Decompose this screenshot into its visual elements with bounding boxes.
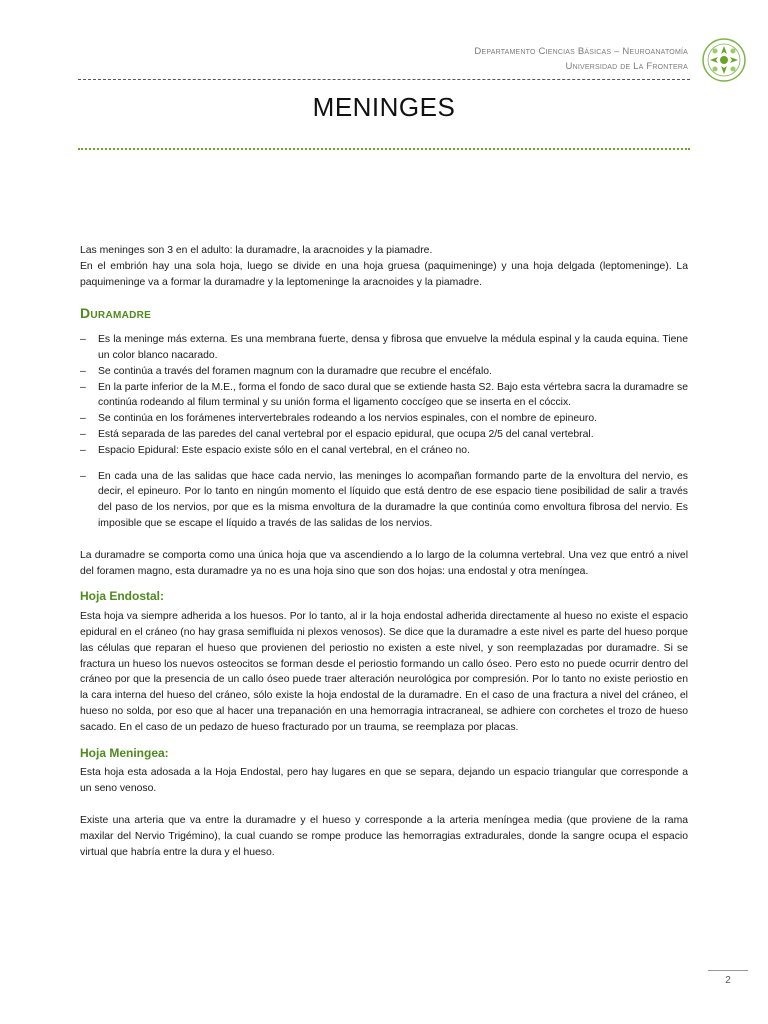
list-item: – Espacio Epidural: Este espacio existe sólo en el canal vertebral, en el cráneo no.	[80, 443, 688, 459]
university-logo	[700, 36, 748, 84]
subheading-hoja-meningea: Hoja Meningea:	[80, 745, 169, 760]
intro-paragraph-2: En el embrión hay una sola hoja, luego se divide en una hoja gruesa (paquimeninge) y una hoja delgada (leptomeninge). La paquimeninge va a formar la duramadre y la leptomeninge la aracnoides y la piamadre.	[80, 260, 688, 288]
document-title: MENINGES	[312, 92, 456, 122]
subheading-hoja-endostal: Hoja Endostal:	[80, 589, 165, 604]
duramadre-list	[80, 332, 688, 458]
list-item: – En cada una de las salidas que hace cada nervio, las meninges lo acompañan formando parte de la envoltura del nervio, es decir, el epineuro. Por lo tanto en ningún momento el líquido que está dentro de ese espacio tiene posibilidad de salir a través del paso de los nervios, por que es la misma envoltura de la duramadre la que continúa como envoltura fibrosa del nervio. Es imposible que se escape el líquido a través de las salidas de los nervios.	[80, 469, 688, 532]
list-item: – Se continúa en los forámenes intervertebrales rodeando a los nervios espinales, con el nombre de epineuro.	[80, 411, 688, 427]
hoja-meningea-text: Esta hoja esta adosada a la Hoja Endostal, pero hay lugares en que se separa, dejando un espacio triangular que corresponde a un seno venoso.	[80, 767, 688, 795]
header-department: Departamento Ciencias Básicas – Neuroanatomía	[474, 46, 688, 57]
document-body	[80, 243, 688, 860]
title-divider	[78, 148, 690, 150]
section-heading-duramadre: Duramadre	[80, 305, 152, 322]
hoja-endostal-text: Esta hoja va siempre adherida a los huesos. Por lo tanto, al ir la hoja endostal adherida directamente al hueso no existe el espacio epidural en el cráneo (no hay grasa semifluida ni plexos venosos). Se dice que la duramadre a este nivel es parte del hueso porque las células que reparan el hueso que provienen del periostio no existen a este nivel, y son reemplazadas por duramadre. Si se fractura un hueso los nuevos osteocitos se forman desde el periostio formando un callo óseo. Pero esto no puede ocurrir dentro del cráneo por que la presencia de un callo óseo puede traer alteración neurológica por compresión. Por lo tanto no existe periostio en la cara interna del hueso del cráneo, sólo existe la hoja endostal de la duramadre. En el caso de una fractura a nivel del cráneo, el hueso no solda, por eso que al hacer una trepanación en una hemorragia intracraneal, se adhiere con corchetes el trozo de hueso sacado. En el caso de un pedazo de hueso fracturado por un trauma, se reemplaza por placas.	[80, 611, 688, 733]
list-item: – Es la meninge más externa. Es una membrana fuerte, densa y fibrosa que envuelve la médula espinal y la cauda equina. Tiene un color blanco nacarado.	[80, 332, 688, 364]
intro-paragraph-1: Las meninges son 3 en el adulto: la duramadre, la aracnoides y la piamadre.	[80, 245, 433, 256]
header-divider	[78, 79, 690, 80]
hoja-meningea-text-2: Existe una arteria que va entre la duramadre y el hueso y corresponde a la arteria meníngea media (que proviene de la rama maxilar del Nervio Trigémino), la cual cuando se rompe produce las hemorragias extradurales, donde la sangre ocupa el espacio virtual que habría entre la dura y el hueso.	[80, 814, 688, 858]
list-item: – Se continúa a través del foramen magnum con la duramadre que recubre el encéfalo.	[80, 364, 688, 380]
header-university: Universidad de La Frontera	[565, 61, 688, 72]
page-header	[78, 44, 688, 74]
duramadre-extra-list	[80, 469, 688, 532]
list-item: – Está separada de las paredes del canal vertebral por el espacio epidural, que ocupa 2/5 del canal vertebral.	[80, 427, 688, 443]
page-number: 2	[708, 970, 748, 986]
list-item: – En la parte inferior de la M.E., forma el fondo de saco dural que se extiende hasta S2. Bajo esta vértebra sacra la duramadre se continúa rodeando al filum terminal y su unión forma el ligamento coccígeo que se inserta en el cóccix.	[80, 380, 688, 412]
duramadre-summary: La duramadre se comporta como una única hoja que va ascendiendo a lo largo de la columna vertebral. Una vez que entró a nivel del foramen magno, esta duramadre ya no es una hoja sino que son dos hojas: una endostal y otra meníngea.	[80, 549, 688, 577]
